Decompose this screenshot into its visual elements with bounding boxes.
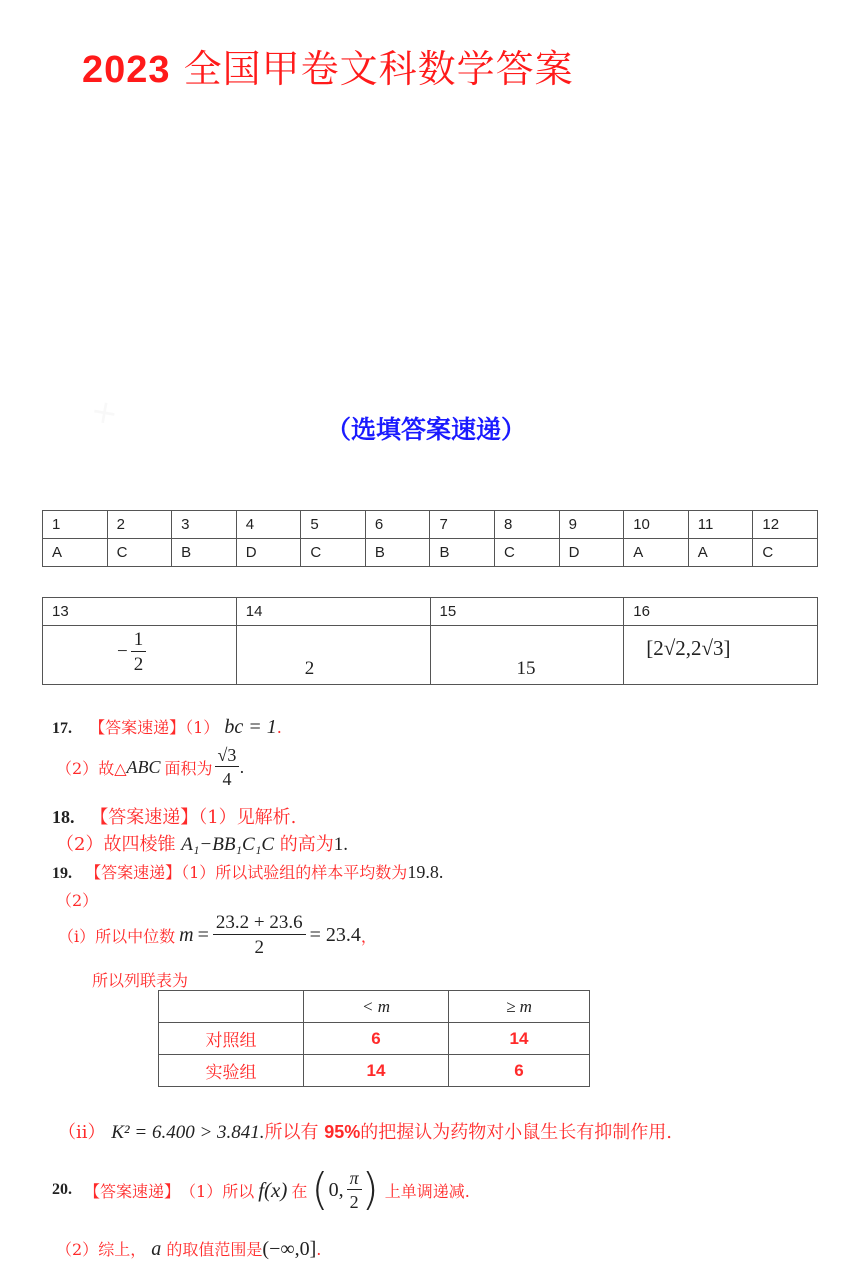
minus-sign: − (117, 641, 128, 662)
math-value: 19.8. (407, 862, 444, 882)
contingency-intro: 所以列联表为 (92, 971, 189, 990)
question-number: 20. (52, 1181, 72, 1198)
solution-text: 故△ (98, 758, 127, 778)
left-paren-icon: ( (311, 1164, 329, 1215)
numerator: √3 (215, 746, 240, 767)
fill-answer-table (42, 597, 818, 685)
numerator: 1 (131, 630, 147, 652)
punctuation: ， (360, 926, 377, 946)
q17-part2 (56, 746, 245, 788)
answer-16-cell (624, 626, 818, 685)
answer-tag: 【答案速递】 (84, 1181, 181, 1201)
row-label: 实验组 (159, 1055, 304, 1087)
solution-text: 综上， (98, 1240, 147, 1259)
question-number: 18. (52, 807, 75, 827)
table-cell: A (688, 539, 753, 567)
answer-13-cell (43, 626, 237, 685)
table-row (159, 1023, 590, 1055)
table-cell: C (753, 539, 818, 567)
table-cell: C (495, 539, 560, 567)
table-cell: 3 (172, 511, 237, 539)
q18-part1 (52, 803, 296, 829)
table-cell: 16 (624, 598, 818, 626)
page-title (82, 38, 574, 93)
table-cell: 15 (430, 598, 624, 626)
solution-text: 所以 (222, 1181, 255, 1201)
q20-part2 (56, 1237, 321, 1261)
answer-14-cell (236, 626, 430, 685)
punctuation: . (239, 757, 245, 777)
title-year: 2023 (82, 49, 171, 91)
title-text: 全国甲卷文科数学答案 (183, 47, 574, 91)
denominator: 2 (133, 654, 144, 675)
solution-text: 所以试验组的样本平均数为 (215, 863, 408, 882)
row-label: 对照组 (159, 1023, 304, 1055)
fraction (131, 630, 147, 674)
section-subtitle: （选填答案速递） (326, 415, 527, 444)
solution-text: 所以中位数 (95, 926, 176, 946)
part-label: （2） (56, 834, 104, 855)
table-row (159, 1055, 590, 1087)
table-cell: C (107, 539, 172, 567)
table-cell: 9 (559, 511, 624, 539)
table-cell: 6 (449, 1055, 590, 1087)
table-cell: 6 (365, 511, 430, 539)
math-expression: ABC (126, 756, 161, 777)
q19-median-line (58, 913, 377, 957)
solution-text: 所以有 (264, 1122, 319, 1143)
fill-number-row (43, 598, 818, 626)
watermark-icon: ✕ (85, 393, 124, 434)
numerator: 23.2 + 23.6 (213, 913, 306, 935)
table-cell: 5 (301, 511, 366, 539)
solution-text: 的取值范围是 (166, 1240, 263, 1259)
part-label: （1） (180, 1181, 223, 1201)
table-cell: 2 (107, 511, 172, 539)
fill-answer-row (43, 626, 818, 685)
answer-13 (117, 630, 146, 674)
answer-15-cell (430, 626, 624, 685)
fraction (215, 746, 240, 788)
math-expression: K² = 6.400 > 3.841. (111, 1122, 265, 1143)
answer-tag: 【答案速递】 (85, 863, 182, 882)
fraction (213, 913, 306, 957)
solution-text: 面积为 (164, 758, 213, 778)
q20-part1 (52, 1164, 470, 1215)
solution-text: 在 (291, 1181, 308, 1201)
answer-tag: 【答案速递】 (89, 718, 186, 737)
table-cell: 14 (236, 598, 430, 626)
math-operator: = (197, 923, 209, 946)
question-number: 17. (52, 720, 72, 737)
q19-chi-square-line (58, 1118, 672, 1144)
choice-number-row (43, 511, 818, 539)
question-number: 19. (52, 865, 72, 882)
choice-answer-table (42, 510, 818, 567)
part-label: （1） (185, 718, 220, 737)
table-cell: D (559, 539, 624, 567)
math-variable: m (179, 923, 194, 946)
solution-text: 的高为 (279, 834, 334, 855)
part-label: （1） (198, 807, 237, 828)
solution-text: 故四棱锥 (103, 834, 176, 855)
answer-15: 15 (516, 658, 536, 679)
table-cell: D (236, 539, 301, 567)
solution-text: 上单调递减. (384, 1181, 470, 1201)
table-header: < m (304, 991, 449, 1023)
math-function: f(x) (258, 1177, 288, 1202)
table-cell: 4 (236, 511, 301, 539)
table-header (159, 991, 304, 1023)
math-value: 1. (333, 834, 348, 855)
table-cell: 6 (304, 1023, 449, 1055)
contingency-table (158, 990, 590, 1087)
right-paren-icon: ) (361, 1164, 379, 1215)
percentage: 95% (324, 1122, 361, 1142)
q17-part1 (52, 715, 282, 739)
answer-tag: 【答案速递】 (90, 807, 199, 828)
choice-answer-row (43, 539, 818, 567)
table-cell: 13 (43, 598, 237, 626)
math-expression: bc = 1 (224, 716, 277, 738)
table-cell: B (365, 539, 430, 567)
math-variable: a (151, 1238, 162, 1260)
q18-part2 (56, 830, 348, 856)
math-value: = 23.4 (309, 923, 361, 946)
part-label: （2） (56, 1240, 99, 1259)
table-cell: 14 (449, 1023, 590, 1055)
answer-16: [2√2,2√3] (646, 636, 731, 660)
table-cell: 10 (624, 511, 689, 539)
q19-part2-label: （2） (56, 891, 99, 910)
table-cell: A (43, 539, 108, 567)
table-cell: B (172, 539, 237, 567)
answer-14: 2 (304, 658, 315, 679)
table-cell: 8 (495, 511, 560, 539)
table-cell: B (430, 539, 495, 567)
math-expression: A₁−BB₁C₁C (181, 834, 274, 855)
table-header: ≥ m (449, 991, 590, 1023)
math-interval: (−∞,0] (262, 1238, 317, 1260)
part-label: （i） (58, 926, 96, 946)
part-label: （2） (56, 758, 99, 778)
table-cell: 11 (688, 511, 753, 539)
numerator: π (347, 1169, 362, 1190)
table-cell: 12 (753, 511, 818, 539)
table-cell: A (624, 539, 689, 567)
punctuation: . (316, 1240, 322, 1259)
part-label: （ii） (58, 1122, 106, 1143)
denominator: 2 (254, 937, 264, 958)
fraction (347, 1169, 362, 1211)
q19-part1 (52, 860, 443, 883)
table-cell: 1 (43, 511, 108, 539)
denominator: 2 (349, 1192, 359, 1212)
solution-text: 的把握认为药物对小鼠生长有抑制作用. (360, 1122, 673, 1143)
denominator: 4 (222, 769, 232, 789)
table-header-row (159, 991, 590, 1023)
part-label: （1） (181, 863, 216, 882)
solution-text: 见解析. (236, 807, 297, 828)
math-value: 0, (328, 1178, 344, 1201)
punctuation: . (276, 718, 282, 737)
table-cell: C (301, 539, 366, 567)
table-cell: 7 (430, 511, 495, 539)
table-cell: 14 (304, 1055, 449, 1087)
